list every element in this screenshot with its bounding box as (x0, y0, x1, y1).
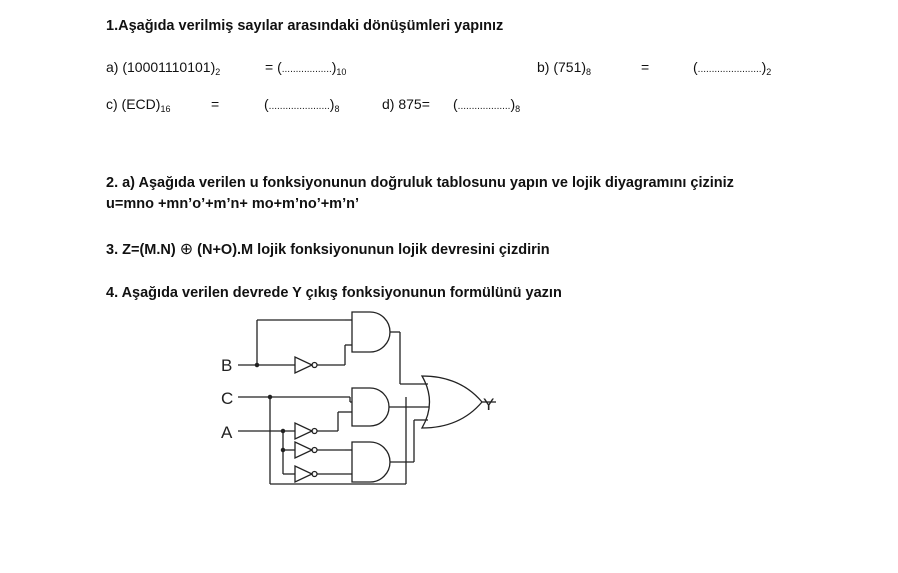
question-2-function: u=mno +mn’o’+m’n+ mo+m’no’+m’n’ (106, 196, 359, 212)
question-3-title: 3. Z=(M.N) ⊕ (N+O).M lojik fonksiyonunun lojik devresini çizdirin (106, 241, 550, 258)
not-gate-a3 (295, 466, 312, 482)
question-4-title: 4. Aşağıda verilen devrede Y çıkış fonksiyonunun formülünü yazın (106, 285, 562, 301)
q1c-label: c) $(ECD)_{16}$ (106, 96, 171, 114)
q1b-label: b) $(751)_8$ (537, 59, 592, 77)
input-b-label: B (221, 356, 233, 375)
output-y-label: Y (483, 395, 495, 414)
or-gate (422, 376, 482, 428)
input-a-label: A (221, 423, 233, 442)
and-gate-3 (352, 442, 390, 482)
logic-circuit-diagram (205, 300, 505, 495)
q1a-label: a) $(10001110101)_2$ (106, 59, 221, 77)
q1c-answer: $(......................)_8$ (264, 96, 340, 114)
input-c-label: C (221, 389, 234, 408)
xor-symbol: ⊕ (179, 241, 194, 258)
question-2-title: 2. a) Aşağıda verilen u fonksiyonunun doğruluk tablosunu yapın ve lojik diyagramını çiziniz (106, 175, 734, 191)
junction-c (268, 395, 271, 398)
junction-b (255, 363, 258, 366)
and-gate-1 (352, 312, 390, 352)
not-gate-b (295, 357, 312, 373)
q1c-equals: = (211, 96, 220, 112)
not-gate-a2 (295, 442, 312, 458)
q1b-answer: $(.......................)_2$ (693, 59, 772, 77)
question-1-title: 1.Aşağıda verilmiş sayılar arasındaki dönüşümleri yapınız (106, 18, 504, 34)
q1b-equals: = (641, 59, 650, 75)
q1d-answer: $(...................)_8$ (453, 96, 521, 114)
and-gate-2 (352, 388, 389, 426)
q1d-label: d) 875= (382, 96, 430, 112)
junction-a1 (281, 429, 284, 432)
junction-a2 (281, 448, 284, 451)
q1a-answer: = $(..................)_{10}$ (265, 59, 347, 77)
not-gate-a1 (295, 423, 312, 439)
